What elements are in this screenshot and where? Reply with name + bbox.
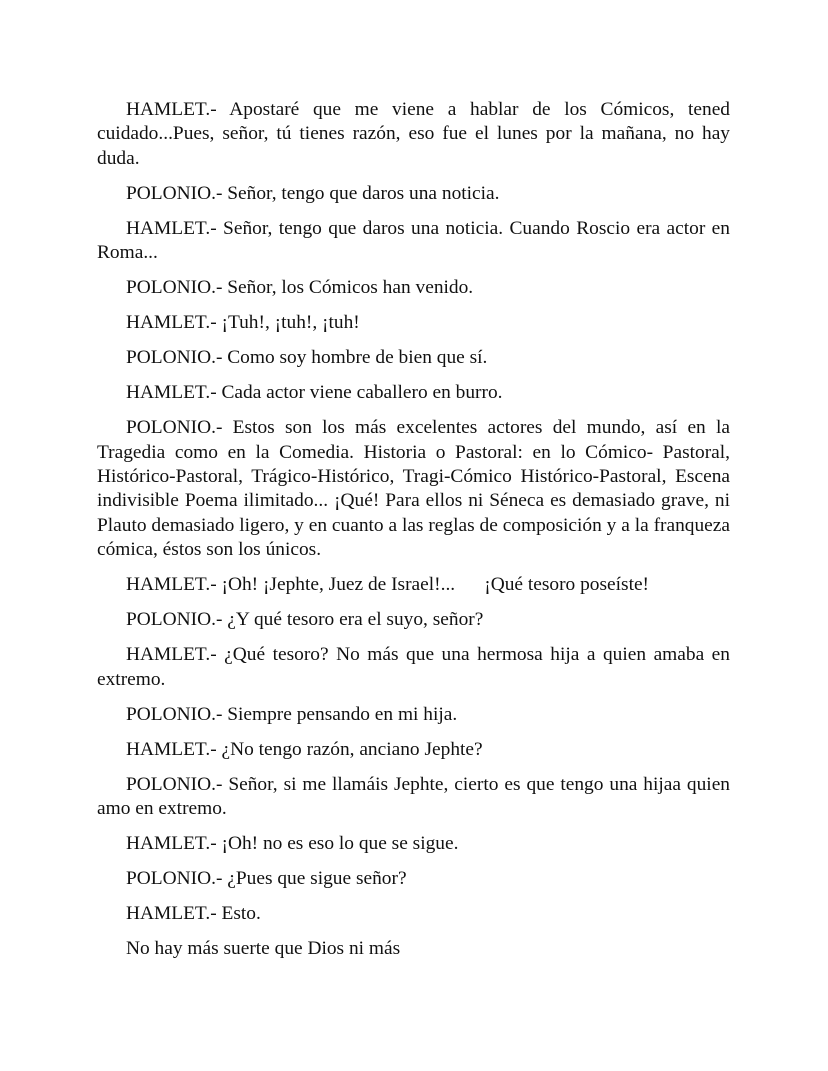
dialogue-paragraph: POLONIO.- Señor, si me llamáis Jephte, cierto es que tengo una hijaa quien amo en extremo.	[97, 773, 730, 820]
dialogue-paragraph: HAMLET.- ¡Oh! ¡Jephte, Juez de Israel!... ¡Qué tesoro poseíste!	[126, 574, 650, 596]
dialogue-paragraph: HAMLET.- ¡Tuh!, ¡tuh!, ¡tuh!	[126, 312, 360, 334]
dialogue-paragraph: HAMLET.- Señor, tengo que daros una noticia. Cuando Roscio era actor en Roma...	[97, 217, 730, 264]
dialogue-paragraph: HAMLET.- Cada actor viene caballero en burro.	[126, 382, 503, 404]
dialogue-paragraph: No hay más suerte que Dios ni más	[126, 938, 401, 960]
dialogue-paragraph: POLONIO.- Siempre pensando en mi hija.	[126, 703, 458, 725]
dialogue-paragraph: HAMLET.- ¿Qué tesoro? No más que una hermosa hija a quien amaba en extremo.	[97, 644, 730, 690]
dialogue-paragraph: POLONIO.- ¿Y qué tesoro era el suyo, señor?	[126, 609, 484, 631]
dialogue-paragraph: HAMLET.- Esto.	[126, 903, 261, 925]
dialogue-paragraph: HAMLET.- ¡Oh! no es eso lo que se sigue.	[126, 833, 459, 855]
dialogue-paragraph: HAMLET.- Apostaré que me viene a hablar de los Cómicos, tened cuidado...Pues, señor, tú tienes razón, eso fue el lunes por la mañana, no hay duda.	[97, 99, 730, 169]
dialogue-paragraph: POLONIO.- Señor, tengo que daros una noticia.	[126, 182, 500, 204]
dialogue-paragraph: POLONIO.- Como soy hombre de bien que sí.	[126, 347, 488, 369]
dialogue-paragraph: POLONIO.- ¿Pues que sigue señor?	[126, 868, 407, 890]
dialogue-paragraph: HAMLET.- ¿No tengo razón, anciano Jephte?	[126, 738, 483, 760]
document-page	[97, 98, 730, 972]
dialogue-paragraph: POLONIO.- Estos son los más excelentes actores del mundo, así en la Tragedia como en la Comedia. Historia o Pastoral: en lo Cómico- Pastoral, Histórico-Pastoral, Trágico-Histórico, Tragi-Cómico Histórico-Pastoral, Escena indivisible Poema ilimitado... ¡Qué! Para ellos ni Séneca es demasiado grave, ni Plauto demasiado ligero, y en cuanto a las reglas de composición y a la franqueza cómica, éstos son los únicos.	[97, 417, 730, 561]
dialogue-paragraph: POLONIO.- Señor, los Cómicos han venido.	[126, 277, 474, 299]
